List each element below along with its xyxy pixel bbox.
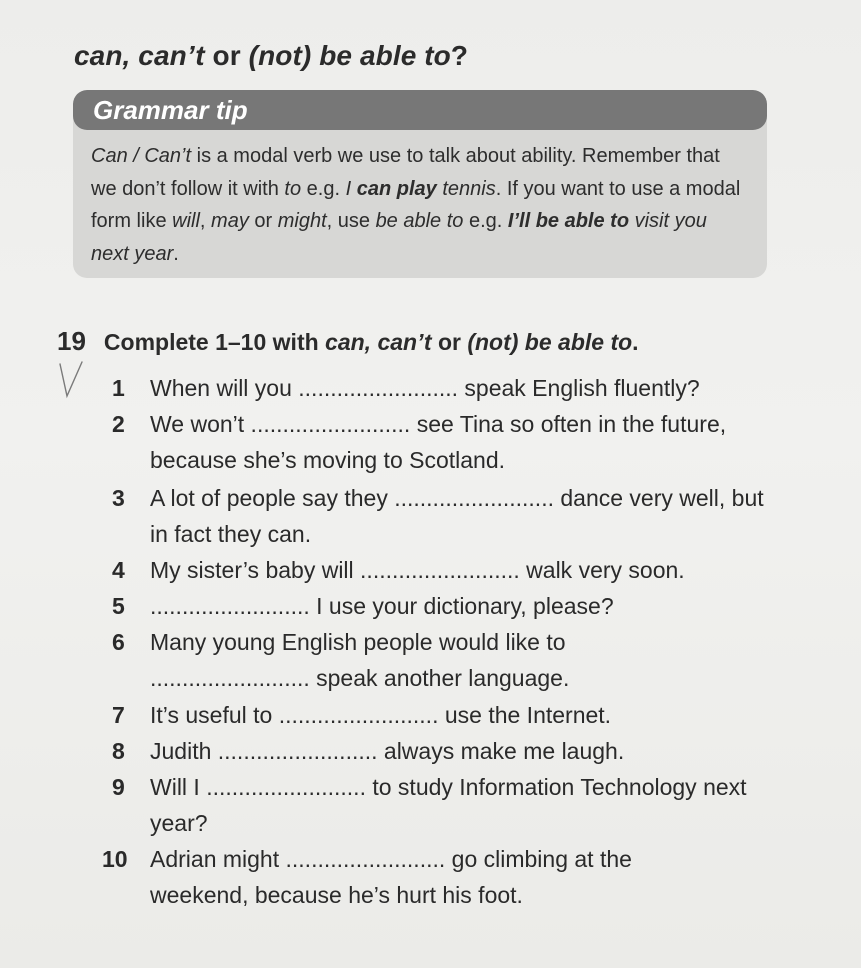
instruction-part: (not) be able to [467, 329, 633, 355]
exercise-heading [57, 326, 639, 357]
tip-text: might [277, 210, 327, 232]
item-text: We won’t ......................... see Tina so often in the future, because she’s moving to Scotland. [150, 411, 727, 473]
heading-part: can, can’t [74, 40, 205, 71]
item-number: 7 [112, 702, 125, 728]
instruction-part: Complete 1–10 with [103, 329, 326, 355]
tip-text: tennis [436, 177, 496, 200]
handwritten-tick-mark [58, 360, 88, 400]
section-heading [74, 40, 468, 72]
item-text: My sister’s baby will ......................... walk very soon. [150, 557, 685, 583]
instruction-part: can, can’t [325, 329, 432, 355]
grammar-tip-text [73, 130, 767, 270]
tip-text: , [199, 210, 212, 232]
tip-text: . If you want to use a modal form like [91, 177, 741, 232]
item-text: Many young English people would like to ......................... speak another language. [150, 629, 570, 691]
item-text: Adrian might ......................... go climbing at the weekend, because he’s hurt his foot. [150, 846, 632, 908]
item-number: 8 [112, 738, 125, 764]
tip-text: . [173, 242, 179, 265]
item-number: 4 [112, 557, 125, 583]
item-number: 3 [112, 485, 125, 511]
tip-text: may [211, 210, 249, 232]
tip-text: will [172, 210, 200, 232]
item-number: 6 [112, 629, 125, 655]
tip-text: can play [356, 177, 437, 200]
instruction-part: or [431, 329, 468, 355]
item-number: 1 [112, 375, 125, 401]
item-text: Judith ......................... always make me laugh. [150, 738, 625, 764]
tip-text: visit you next year [91, 210, 707, 265]
item-text: It’s useful to ......................... use the Internet. [150, 702, 612, 728]
item-number: 2 [112, 411, 125, 437]
item-text: ......................... I use your dictionary, please? [150, 593, 614, 619]
heading-part: (not) be able to [248, 40, 451, 71]
heading-part: ? [450, 40, 469, 71]
tip-text: be able to [375, 210, 464, 232]
tip-text: is a modal verb we use to talk about ability. Remember that we don’t follow it with [91, 145, 720, 200]
item-number: 9 [112, 774, 125, 800]
tip-text: e.g. [463, 210, 508, 232]
grammar-tip-box [73, 90, 767, 278]
exercise-number: 19 [57, 326, 86, 356]
tip-text: to [284, 177, 302, 200]
item-number: 10 [102, 846, 128, 872]
heading-part: or [204, 40, 249, 71]
tip-text: Can / Can’t [91, 145, 192, 167]
item-text: Will I ......................... to study Information Technology next year? [150, 774, 747, 836]
tip-text: or [248, 210, 278, 232]
tip-text: , use [326, 210, 376, 232]
instruction-part: . [632, 329, 639, 355]
tip-text: e.g. [301, 177, 346, 200]
grammar-tip-title: Grammar tip [73, 90, 767, 130]
item-text: When will you ......................... speak English fluently? [150, 375, 700, 401]
item-text: A lot of people say they ......................... dance very well, but in fact they can. [150, 485, 764, 547]
item-number: 5 [112, 593, 125, 619]
tip-text: I [345, 177, 357, 200]
tip-text: I’ll be able to [507, 210, 630, 232]
